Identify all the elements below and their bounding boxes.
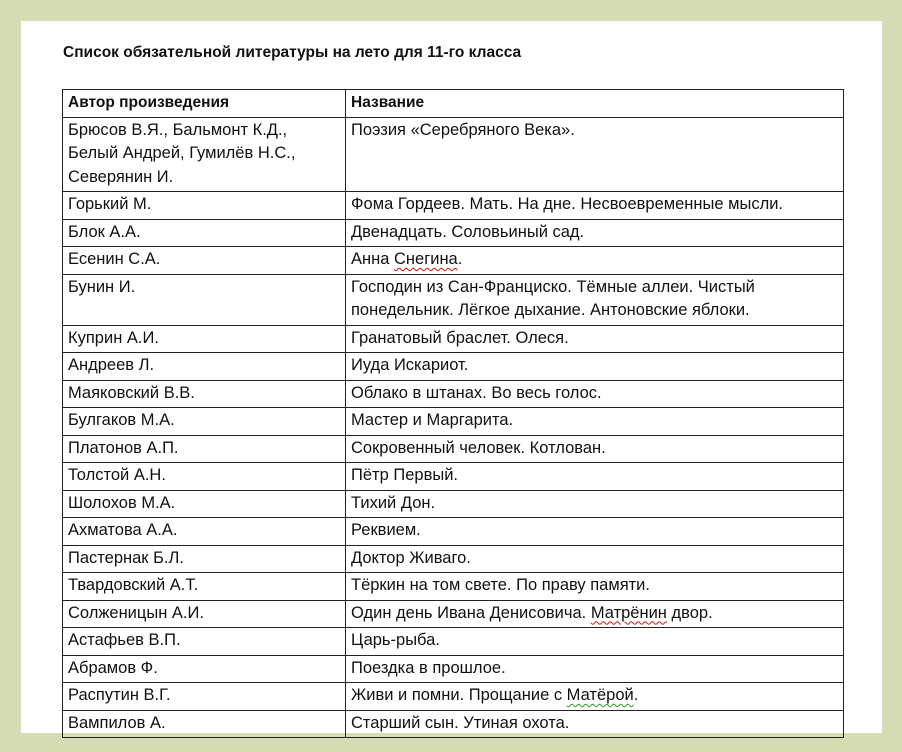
title-cell: Сокровенный человек. Котлован. <box>346 435 844 463</box>
grammar-marked-word[interactable]: Матёрой <box>566 686 634 704</box>
title-cell: Господин из Сан-Франциско. Тёмные аллеи. Чистый понедельник. Лёгкое дыхание. Антоновские яблоки. <box>346 274 844 325</box>
title-text: Один день Ивана Денисовича. <box>351 603 591 622</box>
title-cell: Мастер и Маргарита. <box>346 408 844 436</box>
title-cell: Старший сын. Утиная охота. <box>346 710 844 738</box>
table-row <box>63 490 844 518</box>
table-row <box>63 353 844 381</box>
author-cell: Распутин В.Г. <box>63 683 346 711</box>
table-row <box>63 463 844 491</box>
table-row <box>63 435 844 463</box>
title-text: Живи и помни. Прощание с <box>351 686 567 704</box>
title-text: . <box>457 250 463 268</box>
table-row <box>63 380 844 408</box>
author-cell: Блок А.А. <box>63 219 346 247</box>
title-cell: Иуда Искариот. <box>346 353 844 381</box>
table-row <box>63 518 844 546</box>
reading-list-table <box>62 89 844 738</box>
author-cell: Толстой А.Н. <box>63 463 346 491</box>
author-line: Белый Андрей, Гумилёв Н.С., <box>68 144 296 162</box>
author-cell: Есенин С.А. <box>63 247 346 275</box>
table-row <box>63 573 844 601</box>
title-cell <box>346 247 844 275</box>
author-cell <box>63 117 346 192</box>
title-cell: Тихий Дон. <box>346 490 844 518</box>
author-cell: Вампилов А. <box>63 710 346 738</box>
table-row <box>63 192 844 220</box>
title-cell: Реквием. <box>346 518 844 546</box>
author-cell: Андреев Л. <box>63 353 346 381</box>
title-cell <box>346 600 844 628</box>
table-row <box>63 545 844 573</box>
title-cell: Царь-рыба. <box>346 628 844 656</box>
table-row <box>63 117 844 192</box>
title-cell: Тёркин на том свете. По праву памяти. <box>346 573 844 601</box>
document-page <box>21 21 882 733</box>
author-cell: Твардовский А.Т. <box>63 573 346 601</box>
spellcheck-marked-word[interactable]: Матрёнин <box>590 603 667 622</box>
title-cell: Доктор Живаго. <box>346 545 844 573</box>
table-row <box>63 600 844 628</box>
table-header-row <box>63 90 844 118</box>
title-cell: Облако в штанах. Во весь голос. <box>346 380 844 408</box>
title-cell: Двенадцать. Соловьиный сад. <box>346 219 844 247</box>
author-cell: Шолохов М.А. <box>63 490 346 518</box>
author-cell: Куприн А.И. <box>63 325 346 353</box>
table-row <box>63 710 844 738</box>
table-row <box>63 408 844 436</box>
header-title: Название <box>346 90 844 118</box>
title-cell: Поэзия «Серебряного Века». <box>346 117 844 192</box>
table-row <box>63 655 844 683</box>
table-row <box>63 325 844 353</box>
author-cell: Пастернак Б.Л. <box>63 545 346 573</box>
author-cell: Ахматова А.А. <box>63 518 346 546</box>
title-cell: Пётр Первый. <box>346 463 844 491</box>
author-cell: Астафьев В.П. <box>63 628 346 656</box>
spellcheck-marked-word[interactable]: Снегина <box>394 250 458 268</box>
author-cell: Платонов А.П. <box>63 435 346 463</box>
author-line: Брюсов В.Я., Бальмонт К.Д., <box>68 120 288 139</box>
author-cell: Булгаков М.А. <box>63 408 346 436</box>
title-text: двор. <box>666 603 713 622</box>
author-line: Северянин И. <box>68 167 174 186</box>
title-cell: Фома Гордеев. Мать. На дне. Несвоевременные мысли. <box>346 192 844 220</box>
title-cell: Поездка в прошлое. <box>346 655 844 683</box>
author-cell: Горький М. <box>63 192 346 220</box>
table-row <box>63 247 844 275</box>
header-author: Автор произведения <box>63 90 346 118</box>
table-row <box>63 683 844 711</box>
author-cell: Бунин И. <box>63 274 346 325</box>
title-cell: Гранатовый браслет. Олеся. <box>346 325 844 353</box>
title-text: . <box>633 686 639 704</box>
table-row <box>63 219 844 247</box>
author-cell: Абрамов Ф. <box>63 655 346 683</box>
author-cell: Маяковский В.В. <box>63 380 346 408</box>
title-cell <box>346 683 844 711</box>
title-text: Анна <box>351 250 394 268</box>
table-row <box>63 628 844 656</box>
table-row <box>63 274 844 325</box>
document-title: Список обязательной литературы на лето для 11-го класса <box>63 44 522 61</box>
author-cell: Солженицын А.И. <box>63 600 346 628</box>
